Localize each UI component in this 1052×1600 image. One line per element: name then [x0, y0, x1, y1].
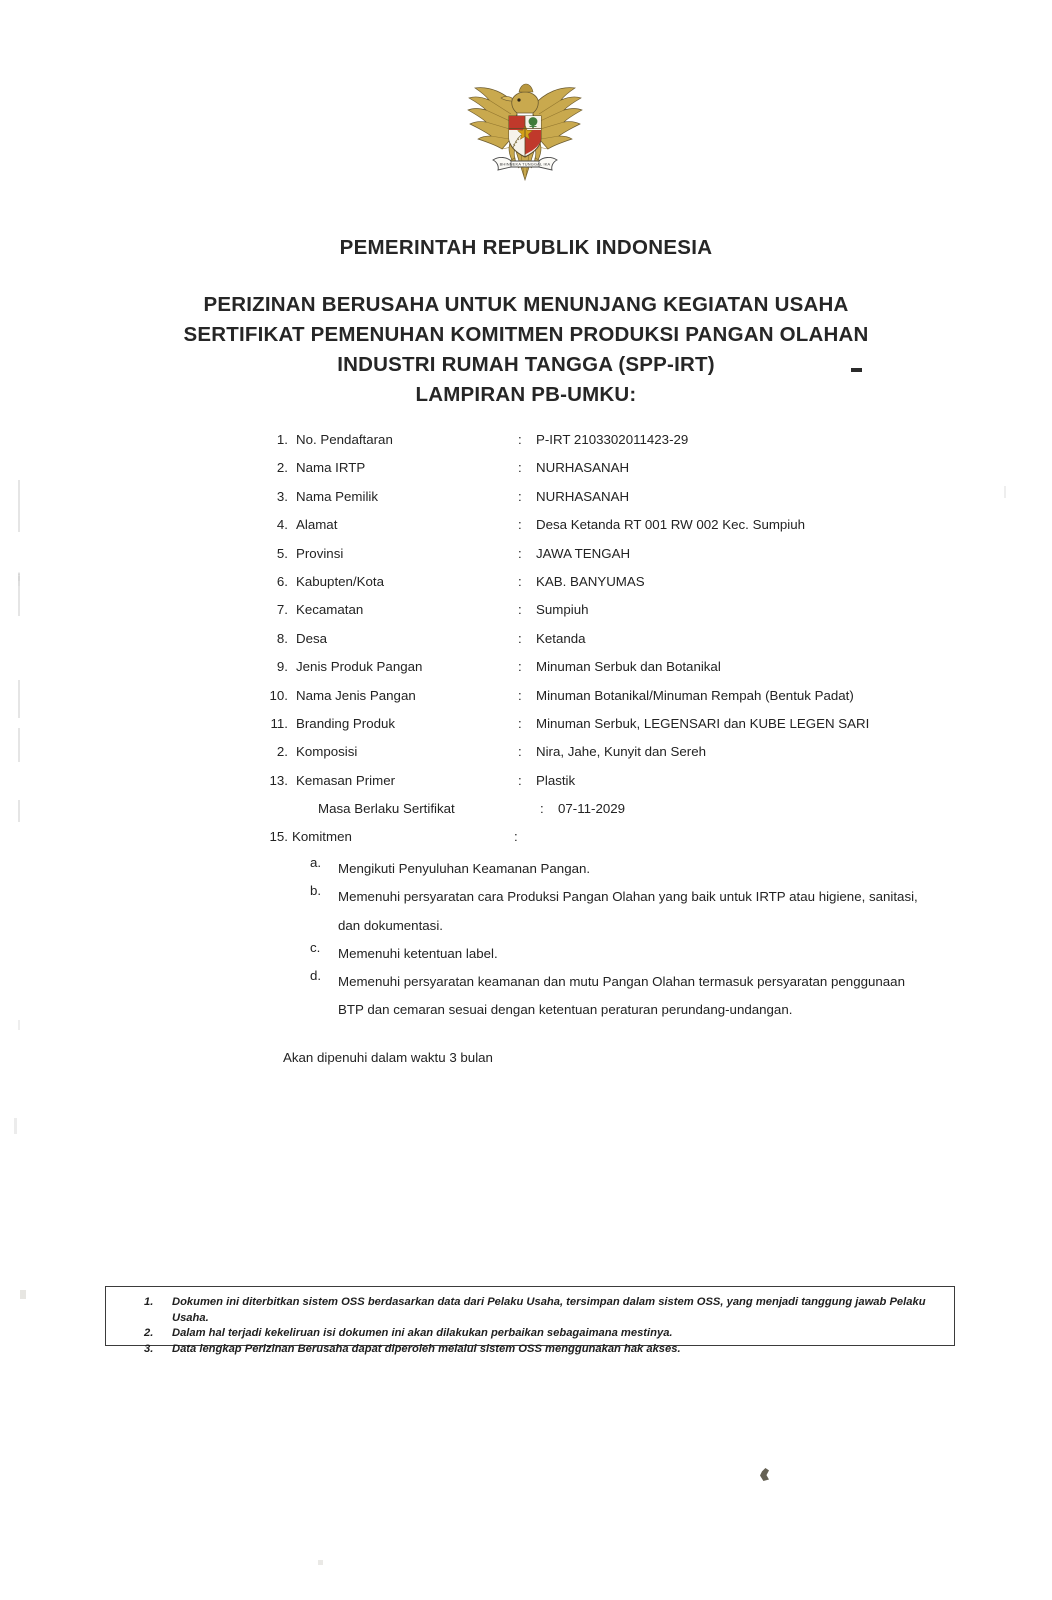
field-number: 5. — [276, 545, 288, 561]
field-colon: : — [518, 687, 522, 703]
footer-note-text: Dalam hal terjadi kekeliruan isi dokumen ini akan dilakukan perbaikan sebagaimana mestinya. — [172, 1327, 673, 1339]
field-row — [262, 659, 962, 687]
field-number: 8. — [276, 630, 288, 646]
document-subtitle — [0, 290, 1052, 410]
footer-note-text: Data lengkap Perizinan Berusaha dapat diperoleh melalui sistem OSS menggunakan hak akses. — [172, 1342, 681, 1355]
scan-artifact-streak — [14, 1118, 17, 1134]
field-number: 10. — [269, 687, 288, 703]
field-number: 11. — [270, 715, 288, 731]
field-label: Kecamatan — [296, 602, 364, 618]
field-colon: : — [518, 715, 522, 731]
scan-artifact-streak — [18, 728, 20, 762]
field-colon: : — [518, 545, 522, 561]
commitment-text: Mengikuti Penyuluhan Keamanan Pangan. — [338, 861, 591, 876]
commitment-marker: b. — [310, 883, 322, 899]
field-label: Kemasan Primer — [296, 772, 396, 788]
field-label: Provinsi — [296, 545, 344, 561]
field-colon: : — [518, 772, 522, 788]
field-row — [262, 432, 962, 460]
field-number: 1. — [276, 432, 288, 447]
field-label: Branding Produk — [296, 715, 396, 731]
field-row — [262, 631, 962, 659]
field-label: Desa — [296, 630, 328, 646]
footer-note — [126, 1342, 954, 1358]
commitment-marker: d. — [310, 968, 322, 984]
field-colon: : — [514, 829, 518, 845]
field-label: Masa Berlaku Sertifikat — [318, 801, 455, 817]
footer-note-number: 1. — [144, 1296, 154, 1308]
field-label: No. Pendaftaran — [296, 432, 393, 447]
scan-artifact-streak — [18, 574, 20, 575]
field-number: 2. — [276, 744, 288, 760]
subtitle-line-1: PERIZINAN BERUSAHA UNTUK MENUNJANG KEGIATAN USAHA — [203, 293, 849, 316]
scan-artifact-streak — [18, 480, 20, 532]
commitment-text: Memenuhi persyaratan keamanan dan mutu Pangan Olahan termasuk persyaratan penggunaan BTP dan cemaran sesuai dengan ketentuan peraturan perundang-undangan. — [338, 974, 905, 1018]
commitment-text: Memenuhi persyaratan cara Produksi Pangan Olahan yang baik untuk IRTP atau higiene, sanitasi, dan dokumentasi. — [338, 889, 918, 933]
field-row — [262, 517, 962, 545]
field-value: KAB. BANYUMAS — [536, 573, 645, 589]
page-title: PEMERINTAH REPUBLIK INDONESIA — [339, 236, 713, 259]
field-label: Komitmen — [292, 829, 352, 845]
scan-artifact-streak — [18, 800, 20, 822]
field-value: 07-11-2029 — [558, 801, 626, 817]
commitment-text: Memenuhi ketentuan label. — [338, 945, 498, 961]
footer-note — [126, 1295, 954, 1326]
field-colon: : — [518, 432, 522, 447]
field-row — [262, 546, 962, 574]
field-number: 3. — [276, 488, 288, 504]
field-number: 13. — [269, 772, 288, 788]
field-row — [262, 773, 962, 801]
commitment-item — [310, 855, 930, 883]
field-colon: : — [518, 630, 522, 646]
field-value: Ketanda — [536, 630, 586, 646]
scan-artifact-streak — [1004, 486, 1006, 498]
commitment-item — [310, 940, 930, 968]
field-label: Alamat — [296, 517, 338, 533]
field-number: 4. — [276, 517, 288, 533]
commitment-marker: c. — [310, 939, 321, 955]
commitment-list — [310, 855, 930, 1025]
scan-artifact-streak — [18, 1020, 20, 1030]
field-colon: : — [518, 602, 522, 618]
field-row — [262, 801, 962, 829]
scan-artifact-speck — [318, 1560, 323, 1565]
field-number: 15. — [269, 829, 288, 845]
field-label: Komposisi — [296, 744, 358, 760]
footer-disclaimer-box — [105, 1286, 955, 1355]
field-colon: : — [518, 744, 522, 760]
svg-text:BHINNEKA TUNGGAL IKA: BHINNEKA TUNGGAL IKA — [499, 161, 551, 167]
field-label: Nama Jenis Pangan — [296, 687, 416, 703]
field-colon: : — [518, 573, 522, 589]
subtitle-line-3: INDUSTRI RUMAH TANGGA (SPP-IRT) — [337, 353, 715, 376]
footer-note-number: 3. — [144, 1342, 154, 1355]
document-heading-block — [0, 236, 1052, 410]
field-colon: : — [518, 517, 522, 533]
field-row — [262, 574, 962, 602]
scan-artifact-streak — [18, 576, 20, 616]
footer-note — [126, 1326, 954, 1342]
field-label: Kabupten/Kota — [296, 573, 384, 589]
field-value: NURHASANAH — [536, 488, 630, 504]
certificate-fields — [262, 432, 962, 859]
field-value: JAWA TENGAH — [536, 545, 631, 561]
field-label: Nama Pemilik — [296, 488, 379, 504]
field-row — [262, 460, 962, 488]
field-value: NURHASANAH — [536, 460, 630, 476]
field-colon: : — [518, 460, 522, 476]
commitment-item — [310, 883, 930, 940]
commitment-marker: a. — [310, 855, 322, 870]
field-colon: : — [518, 659, 522, 675]
field-row — [262, 602, 962, 630]
commitment-closing-note: Akan dipenuhi dalam waktu 3 bulan — [283, 1050, 493, 1065]
field-value: Minuman Serbuk dan Botanikal — [536, 659, 721, 675]
garuda-pancasila-emblem — [455, 62, 595, 182]
field-row — [262, 744, 962, 772]
scan-artifact-smudge — [760, 1468, 769, 1481]
field-value: Sumpiuh — [536, 602, 589, 618]
scan-artifact-streak — [18, 680, 20, 718]
field-row — [262, 716, 962, 744]
field-number: 6. — [276, 573, 288, 589]
field-colon: : — [518, 488, 522, 504]
field-colon: : — [540, 801, 544, 817]
field-value: Plastik — [536, 772, 576, 788]
subtitle-line-4: LAMPIRAN PB-UMKU: — [415, 383, 637, 406]
field-value: P-IRT 2103302011423-29 — [536, 432, 689, 447]
field-row — [262, 688, 962, 716]
field-number: 9. — [276, 659, 288, 675]
field-number: 7. — [276, 602, 288, 618]
field-label: Nama IRTP — [296, 460, 366, 476]
footer-note-number: 2. — [144, 1327, 154, 1339]
field-label: Jenis Produk Pangan — [296, 659, 423, 675]
field-number: 2. — [276, 460, 288, 476]
subtitle-line-2: SERTIFIKAT PEMENUHAN KOMITMEN PRODUKSI PANGAN OLAHAN — [183, 323, 869, 346]
field-row — [262, 489, 962, 517]
field-value: Minuman Botanikal/Minuman Rempah (Bentuk Padat) — [536, 687, 854, 703]
field-value: Nira, Jahe, Kunyit dan Sereh — [536, 744, 707, 760]
field-value: Desa Ketanda RT 001 RW 002 Kec. Sumpiuh — [536, 517, 806, 533]
field-value: Minuman Serbuk, LEGENSARI dan KUBE LEGEN SARI — [536, 715, 870, 731]
footer-note-text: Dokumen ini diterbitkan sistem OSS berdasarkan data dari Pelaku Usaha, tersimpan dalam sistem OSS, yang menjadi tanggung jawab Pelaku Usaha. — [172, 1296, 926, 1324]
commitment-item — [310, 968, 930, 1025]
scan-artifact-speck — [20, 1290, 26, 1299]
